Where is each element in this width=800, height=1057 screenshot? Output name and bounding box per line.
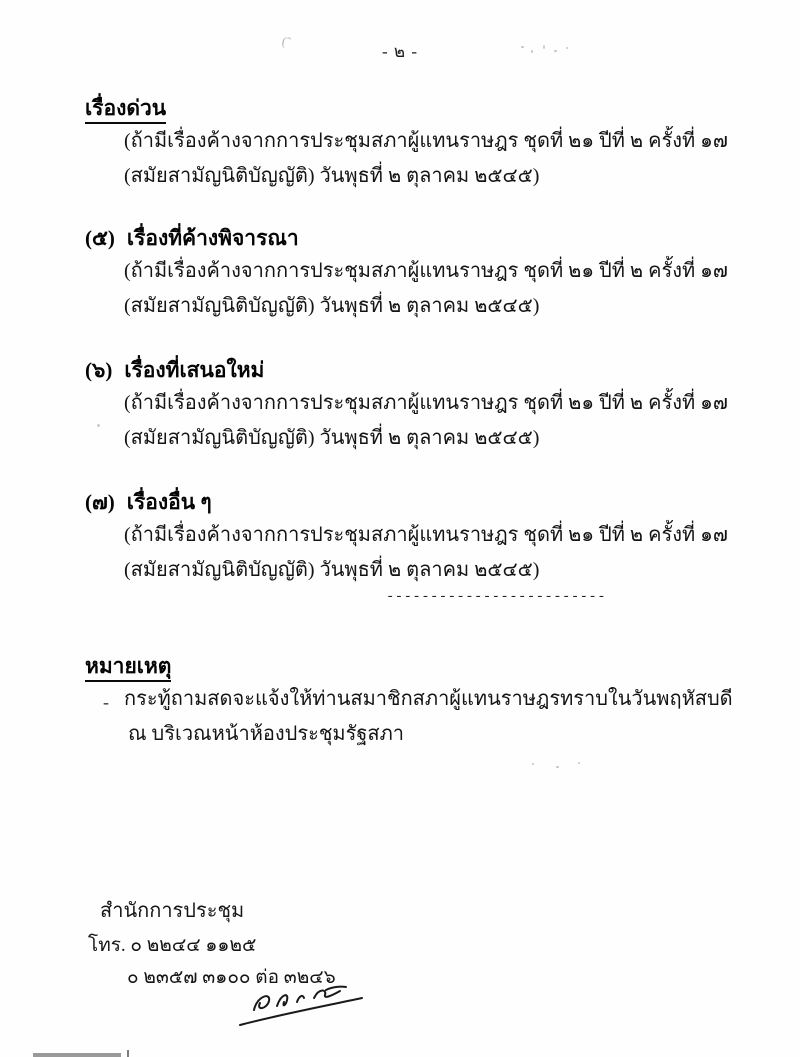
- scan-noise-speck: [543, 45, 545, 49]
- section-body-line: (สมัยสามัญนิติบัญญัติ) วันพุธที่ ๒ ตุลาคม ๒๕๔๕): [124, 427, 540, 449]
- note-body-line: กระทู้ถามสดจะแจ้งให้ท่านสมาชิกสภาผู้แทนราษฎรทราบในวันพฤหัสบดี: [124, 688, 733, 710]
- section-title: เรื่องที่เสนอใหม่: [124, 358, 265, 382]
- section-title: เรื่องอื่น ๆ: [126, 490, 212, 514]
- section-title: เรื่องด่วน: [85, 96, 166, 124]
- section-number: (๕): [85, 226, 115, 250]
- section-body-line: (สมัยสามัญนิติบัญญัติ) วันพุธที่ ๒ ตุลาคม ๒๕๔๕): [124, 559, 540, 581]
- footer-department: สำนักการประชุม: [100, 900, 245, 922]
- scan-noise-speck: [554, 50, 557, 52]
- section-other-matters: [0, 490, 800, 593]
- scan-noise-speck: [578, 762, 580, 764]
- page-number: - ๒ -: [381, 42, 419, 61]
- section-body-line: (สมัยสามัญนิติบัญญัติ) วันพุธที่ ๒ ตุลาคม ๒๕๔๕): [124, 295, 540, 317]
- scan-noise-speck: [566, 47, 568, 49]
- scan-noise-speck: [97, 424, 100, 427]
- note-heading: [0, 654, 800, 678]
- scan-artifact-bar: [33, 1053, 121, 1057]
- section-heading: [0, 226, 800, 250]
- scan-noise-mark: (ˆ: [280, 33, 293, 50]
- section-body-line: (สมัยสามัญนิติบัญญัติ) วันพุธที่ ๒ ตุลาคม ๒๕๔๕): [124, 165, 540, 187]
- section-body-line: (ถ้ามีเรื่องค้างจากการประชุมสภาผู้แทนราษฎร ชุดที่ ๒๑ ปีที่ ๒ ครั้งที่ ๑๗: [124, 260, 728, 282]
- section-heading: [0, 358, 800, 382]
- section-body-line: (ถ้ามีเรื่องค้างจากการประชุมสภาผู้แทนราษฎร ชุดที่ ๒๑ ปีที่ ๒ ครั้งที่ ๑๗: [124, 392, 728, 414]
- scan-noise-speck: [521, 46, 524, 48]
- note-title: หมายเหตุ: [85, 654, 171, 682]
- section-urgent-matters: [0, 96, 800, 199]
- note-body-line: ณ บริเวณหน้าห้องประชุมรัฐสภา: [128, 723, 404, 745]
- scan-noise-speck: [556, 766, 559, 768]
- handwritten-signature-icon: [230, 983, 385, 1031]
- section-heading: [0, 96, 800, 120]
- section-pending-matters: [0, 226, 800, 329]
- section-number: (๗): [85, 490, 115, 514]
- note-bullet: -: [103, 692, 109, 712]
- section-body-line: (ถ้ามีเรื่องค้างจากการประชุมสภาผู้แทนราษฎร ชุดที่ ๒๑ ปีที่ ๒ ครั้งที่ ๑๗: [124, 524, 728, 546]
- footer-phone-line-2: ๐ ๒๓๕๗ ๓๑๐๐ ต่อ ๓๒๔๖: [127, 967, 336, 988]
- section-heading: [0, 490, 800, 514]
- footer-phone-line-1: โทร. ๐ ๒๒๔๔ ๑๑๒๕: [88, 935, 257, 956]
- scan-noise-speck: [532, 763, 534, 765]
- section-new-matters: [0, 358, 800, 461]
- section-number: (๖): [85, 358, 113, 382]
- scan-artifact-tick: [127, 1050, 129, 1057]
- section-title: เรื่องที่ค้างพิจารณา: [126, 226, 299, 250]
- scan-noise-speck: [531, 50, 533, 53]
- dashed-divider: -------------------------: [386, 589, 607, 605]
- note-section: [0, 654, 800, 757]
- section-body-line: (ถ้ามีเรื่องค้างจากการประชุมสภาผู้แทนราษฎร ชุดที่ ๒๑ ปีที่ ๒ ครั้งที่ ๑๗: [124, 130, 728, 152]
